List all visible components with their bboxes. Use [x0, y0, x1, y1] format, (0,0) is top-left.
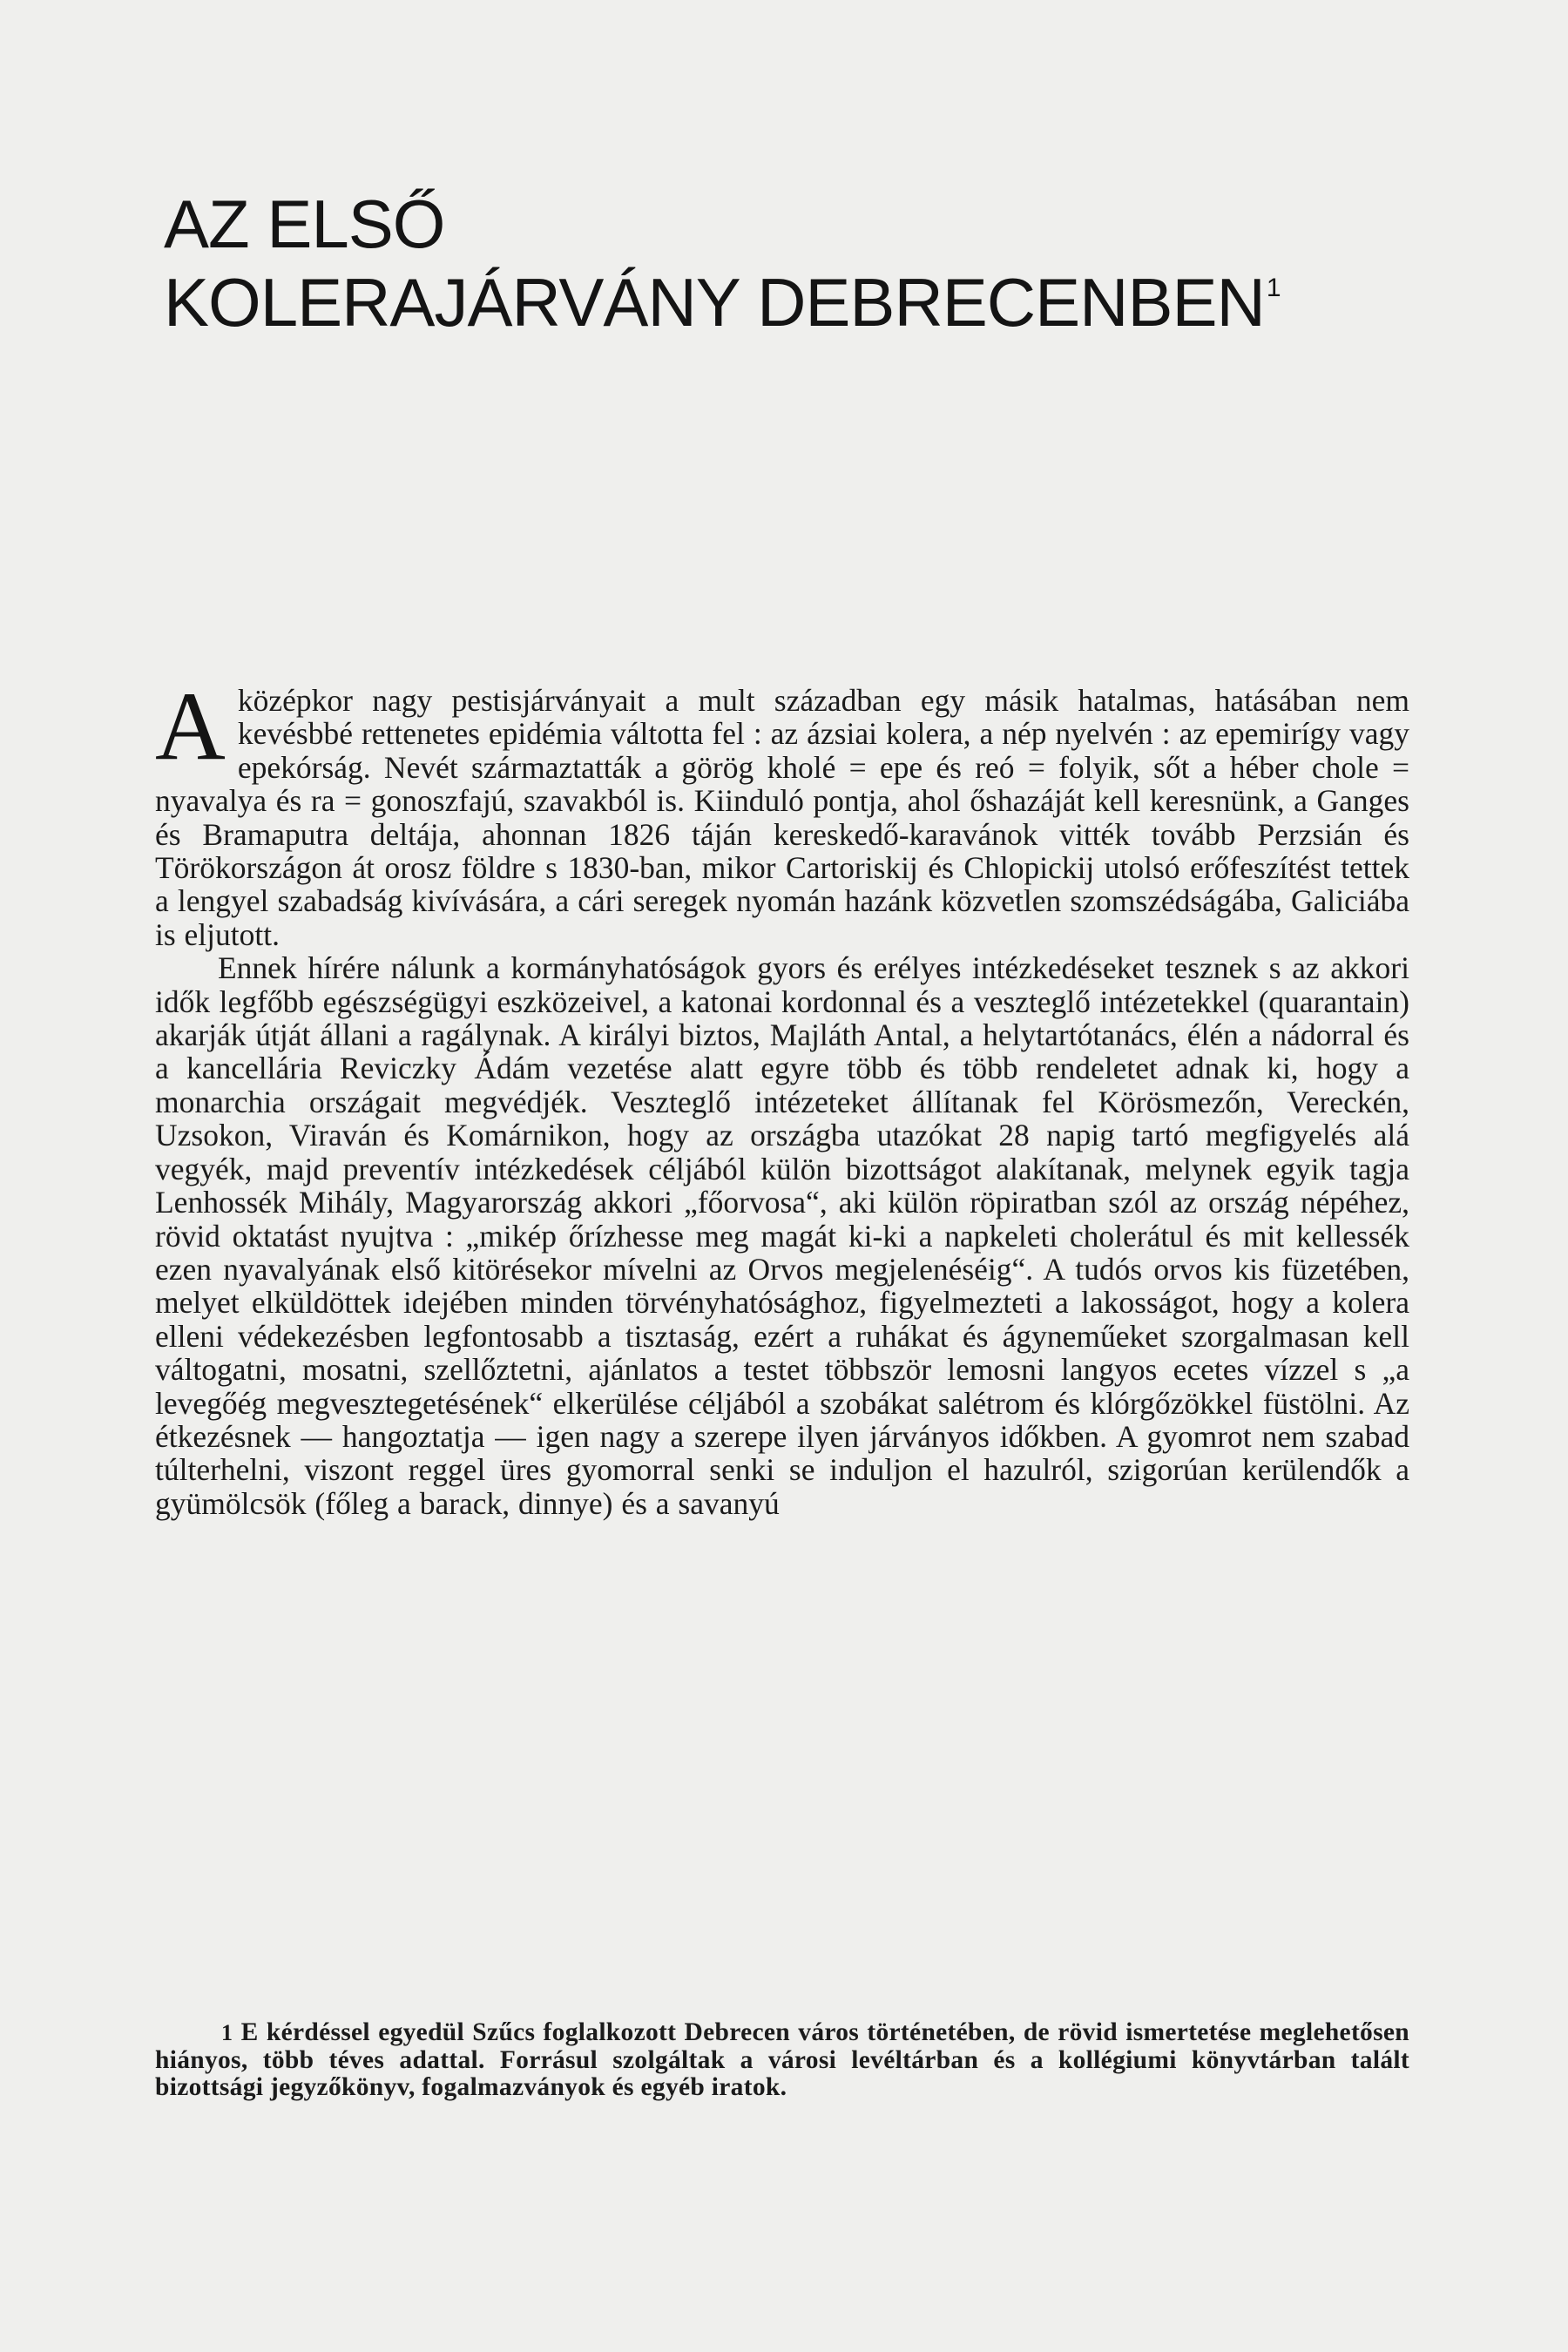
article-title [164, 185, 1281, 357]
paragraph-1 [155, 672, 1409, 952]
paragraph-1-text: középkor nagy pestisjárványait a mult században egy másik hatalmas, hatásában nem kevésbbé rettenetes epidémia váltotta fel : az ázsiai kolera, a nép nyelvén : az epemirígy vagy epekórság. Nevét származtatták a görög kholé = epe és reó = folyik, sőt a héber chole = nyavalya és ra = gonoszfajú, szavakból is. Kiinduló pontja, ahol őshazáját kell keresnünk, a Ganges és Bramaputra deltája, ahonnan 1826 táján kereskedő-karavánok vitték tovább Perzsián és Törökországon át orosz földre s 1830-ban, mikor Cartoriskij és Chlopickij utolsó erőfeszítést tettek a lengyel szabadság kivívására, a cári seregek nyomán hazánk közvetlen szomszédságába, Galiciába is eljutott. [155, 683, 1409, 952]
footnote-text: E kérdéssel egyedül Szűcs foglalkozott Debrecen város történetében, de rövid ismertetése meglehetősen hiányos, több téves adattal. Forrásul szolgáltak a városi levéltárban és a kollégiumi könyvtárban talált bizottsági jegyzőkönyv, fogalmazványok és egyéb iratok. [155, 2018, 1409, 2101]
footnote [155, 2019, 1409, 2102]
paragraph-2: Ennek hírére nálunk a kormányhatóságok gyors és erélyes intézkedéseket tesznek s az akkori idők legfőbb egészségügyi eszközeivel, a katonai kordonnal és a veszteglő intézetekkel (quarantain) akarják útját állani a ragálynak. A királyi biztos, Majláth Antal, a helytartótanács, élén a nádorral és a kancellária Reviczky Ádám vezetése alatt egyre több és több rendeletet adnak ki, hogy a monarchia országait megvédjék. Veszteglő intézeteket állítanak fel Körösmezőn, Vereckén, Uzsokon, Viraván és Komárnikon, hogy az országba utazókat 28 napig tartó megfigyelés alá vegyék, majd preventív intézkedések céljából külön bizottságot alakítanak, melynek egyik tagja Lenhossék Mihály, Magyarország akkori „főorvosa“, aki külön röpiratban szól az ország népéhez, rövid oktatást nyujtva : „mikép őrízhesse meg magát ki-ki a napkeleti cholerátul és mit kellessék ezen nyavalyának első kitörésekor mívelni az Orvos megjelenéséig“. A tudós orvos kis füzetében, melyet elküldöttek idejében minden törvényhatósághoz, figyelmezteti a lakosságot, hogy a kolera elleni védekezésben legfontosabb a tisztaság, ezért a ruhákat és ágyneműeket szorgalmasan kell váltogatni, mosatni, szellőztetni, ajánlatos a testet többször lemosni langyos ecetes vízzel s „a levegőég megvesztegetésének“ elkerülése céljából a szobákat salétrom és klórgőzökkel füstölni. Az étkezésnek — hangoztatja — igen nagy a szerepe ilyen járványos időkben. A gyomrot nem szabad túlterhelni, viszont reggel üres gyomorral senki se induljon el hazulról, szigorúan kerülendők a gyümölcsök (főleg a barack, dinnye) és a savanyú [155, 950, 1409, 1521]
article-body [155, 672, 1409, 1521]
title-line-1: AZ ELSŐ [164, 186, 445, 263]
drop-cap: A [155, 672, 226, 781]
title-footnote-mark: 1 [1266, 274, 1281, 303]
footnote-mark: 1 [221, 2020, 233, 2045]
title-line-2: KOLERAJÁRVÁNY DEBRECENBEN [164, 264, 1265, 341]
